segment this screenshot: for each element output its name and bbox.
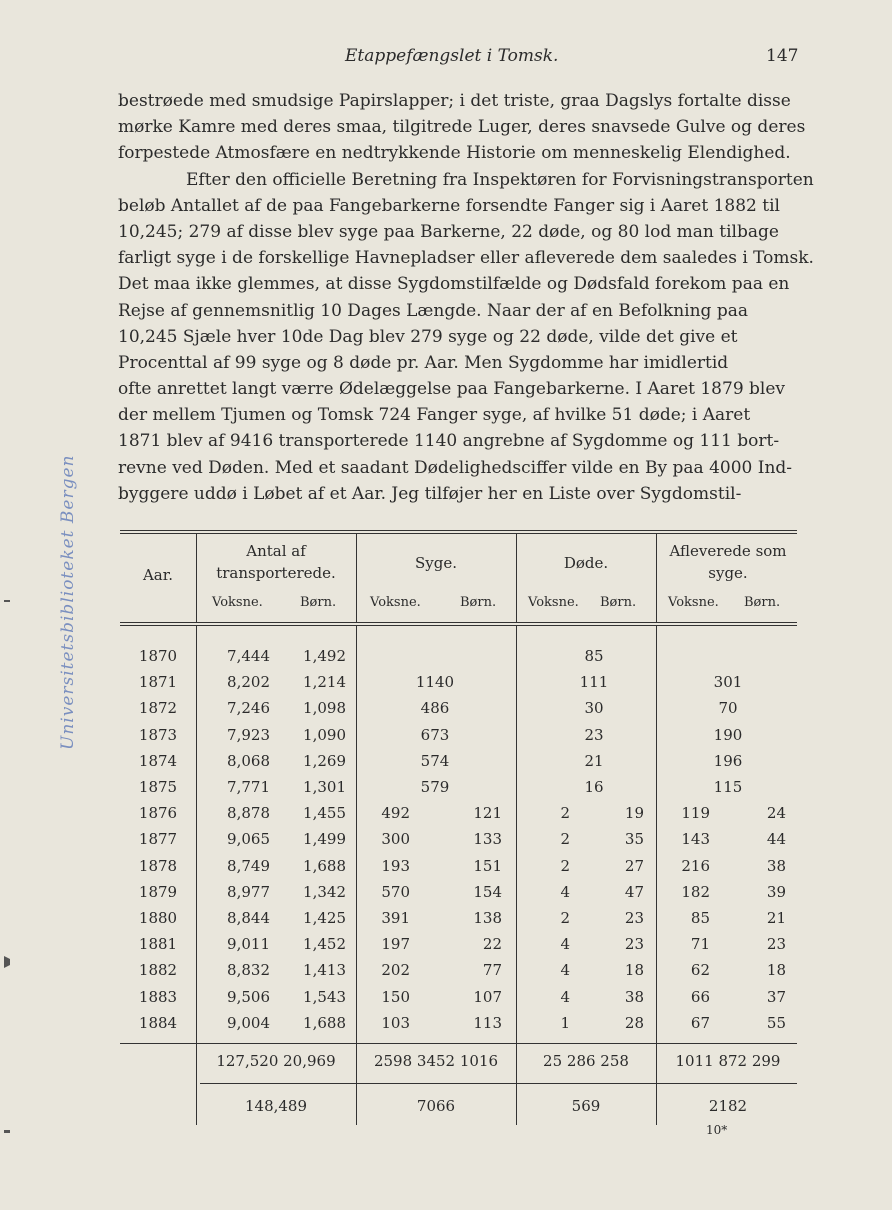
page-number: 147 — [766, 46, 799, 66]
table-cell-d-a: 2 — [560, 856, 570, 875]
signature-mark: 10* — [706, 1123, 728, 1137]
grand-total-rule — [200, 1083, 797, 1084]
table-cell-t-a: 8,977 — [227, 882, 270, 901]
totals-rule — [120, 1043, 797, 1044]
subheader-adults: Voksne. — [212, 595, 263, 610]
subheader-children: Børn. — [600, 595, 637, 610]
table-cell-a-tot: 196 — [713, 751, 743, 770]
table-cell-s-a: 202 — [381, 961, 410, 980]
table-cell-t-a: 9,506 — [227, 987, 270, 1006]
column-rule — [196, 625, 197, 1125]
total-dead: 25 286 258 — [543, 1052, 629, 1070]
table-cell-s-tot: 673 — [420, 725, 450, 744]
table-cell-t-c: 1,688 — [303, 856, 346, 875]
table-cell-a-a: 66 — [690, 987, 710, 1006]
text-line: ofte anrettet langt værre Ødelæggelse paa Fangebarkerne. I Aaret 1879 blev — [118, 379, 786, 400]
table-cell-s-a: 492 — [381, 804, 410, 823]
table-cell-s-tot: 1140 — [415, 673, 455, 692]
table-cell-d-tot: 85 — [584, 647, 604, 665]
grand-total-sick: 7066 — [416, 1097, 456, 1115]
table-cell-d-c: 18 — [624, 961, 644, 980]
table-cell-s-c: 151 — [473, 856, 502, 875]
table-cell-t-c: 1,543 — [303, 987, 346, 1006]
table-cell-d-a: 4 — [560, 882, 570, 901]
total-sick: 2598 3452 1016 — [373, 1052, 499, 1070]
table-cell-year: 1878 — [138, 856, 178, 875]
text-line: 10,245 Sjæle hver 10de Dag blev 279 syge og 22 døde, vilde det give et — [118, 326, 738, 347]
subheader-children: Børn. — [744, 595, 781, 610]
table-cell-d-c: 23 — [624, 935, 644, 954]
table-cell-s-c: 107 — [473, 987, 502, 1006]
table-cell-t-a: 8,749 — [227, 856, 270, 875]
table-cell-year: 1879 — [138, 882, 178, 901]
table-cell-d-a: 4 — [560, 987, 570, 1006]
table-cell-a-c: 21 — [766, 909, 786, 927]
table-cell-year: 1871 — [138, 673, 178, 692]
subheader-adults: Voksne. — [528, 595, 579, 610]
table-cell-a-a: 71 — [690, 935, 710, 954]
table-cell-t-c: 1,098 — [303, 699, 346, 718]
header-dead: Døde. — [563, 554, 609, 572]
table-cell-year: 1872 — [138, 699, 178, 718]
table-cell-d-a: 1 — [560, 1013, 570, 1032]
table-cell-d-a: 4 — [560, 935, 570, 954]
table-cell-a-c: 18 — [766, 961, 786, 980]
table-cell-d-tot: 21 — [584, 751, 604, 770]
subheader-adults: Voksne. — [370, 595, 421, 610]
header-sick: Syge. — [415, 554, 457, 572]
table-cell-s-a: 197 — [381, 935, 410, 954]
table-cell-a-c: 37 — [766, 987, 786, 1006]
table-cell-year: 1870 — [138, 647, 178, 665]
text-line: Rejse af gennemsnitlig 10 Dages Længde. Naar der af en Befolkning paa — [118, 300, 748, 321]
table-cell-t-c: 1,269 — [303, 751, 346, 770]
text-line: farligt syge i de forskellige Havnepladser eller afleverede dem saaledes i Tomsk. — [118, 248, 814, 269]
table-cell-a-a: 62 — [690, 961, 710, 980]
table-cell-t-c: 1,342 — [303, 882, 346, 901]
grand-total-transported: 148,489 — [244, 1097, 308, 1115]
table-cell-d-c: 47 — [624, 882, 644, 901]
text-line: Efter den officielle Beretning fra Inspektøren for Forvisningstransporten — [186, 169, 814, 190]
header-rule — [120, 625, 797, 626]
table-cell-year: 1873 — [138, 725, 178, 744]
table-cell-t-c: 1,499 — [303, 830, 346, 849]
column-rule — [656, 533, 657, 623]
text-line: revne ved Døden. Med et saadant Dødelighedsciffer vilde en By paa 4000 Ind- — [118, 457, 793, 478]
running-head-title: Etappefængslet i Tomsk. — [345, 46, 559, 66]
table-cell-d-c: 19 — [624, 804, 644, 823]
table-cell-t-a: 8,202 — [227, 673, 270, 692]
table-cell-s-c: 77 — [482, 961, 502, 980]
table-cell-a-c: 24 — [766, 804, 786, 823]
table-cell-year: 1884 — [138, 1013, 178, 1032]
text-line: byggere uddø i Løbet af et Aar. Jeg tilføjer her en Liste over Sygdomstil- — [118, 483, 742, 504]
table-rule-top — [120, 530, 797, 531]
text-line: 1871 blev af 9416 transporterede 1140 angrebne af Sygdomme og 111 bort- — [118, 431, 780, 452]
table-cell-s-c: 154 — [473, 882, 502, 901]
table-cell-d-c: 35 — [624, 830, 644, 849]
table-cell-t-a: 9,004 — [227, 1013, 270, 1032]
total-transported: 127,520 20,969 — [216, 1052, 336, 1070]
table-cell-year: 1876 — [138, 804, 178, 823]
table-cell-a-c: 39 — [766, 882, 786, 901]
table-cell-year: 1875 — [138, 778, 178, 796]
table-cell-year: 1877 — [138, 830, 178, 849]
table-cell-year: 1874 — [138, 751, 178, 770]
table-cell-s-a: 570 — [381, 882, 410, 901]
text-line: Procenttal af 99 syge og 8 døde pr. Aar. Men Sygdomme har imidlertid — [118, 352, 729, 373]
table-cell-t-c: 1,688 — [303, 1013, 346, 1032]
table-cell-d-tot: 111 — [579, 673, 609, 692]
column-rule — [196, 533, 197, 623]
table-cell-s-c: 133 — [473, 830, 502, 849]
table-cell-t-c: 1,090 — [303, 725, 346, 744]
column-rule — [356, 533, 357, 623]
table-cell-d-tot: 23 — [584, 725, 604, 744]
table-cell-a-a: 119 — [681, 804, 710, 823]
column-rule — [356, 625, 357, 1125]
table-cell-a-tot: 301 — [713, 673, 743, 692]
subheader-children: Børn. — [300, 595, 337, 610]
table-cell-d-c: 23 — [624, 909, 644, 927]
table-cell-t-a: 8,068 — [227, 751, 270, 770]
table-cell-t-a: 8,844 — [227, 909, 270, 927]
table-cell-d-c: 38 — [624, 987, 644, 1006]
table-cell-t-c: 1,301 — [303, 778, 346, 796]
table-cell-year: 1881 — [138, 935, 178, 954]
text-line: mørke Kamre med deres smaa, tilgitrede Luger, deres snavsede Gulve og deres — [118, 117, 806, 138]
library-stamp: Universitetsbiblioteket Bergen — [58, 454, 78, 750]
table-cell-t-a: 7,771 — [227, 778, 270, 796]
header-rule — [120, 622, 797, 623]
table-cell-d-a: 2 — [560, 804, 570, 823]
text-line: Det maa ikke glemmes, at disse Sygdomstilfælde og Dødsfald forekom paa en — [118, 274, 790, 295]
table-cell-s-c: 121 — [473, 804, 502, 823]
table-cell-d-tot: 30 — [584, 699, 604, 718]
column-rule — [516, 625, 517, 1125]
table-cell-s-a: 300 — [381, 830, 410, 849]
table-cell-t-a: 8,832 — [227, 961, 270, 980]
table-cell-t-c: 1,455 — [303, 804, 346, 823]
table-cell-year: 1882 — [138, 961, 178, 980]
table-rule-top — [120, 533, 797, 534]
table-cell-a-c: 38 — [766, 856, 786, 875]
table-cell-t-c: 1,492 — [303, 647, 346, 665]
text-line: bestrøede med smudsige Papirslapper; i det triste, graa Dagslys fortalte disse — [118, 91, 791, 111]
table-cell-a-a: 85 — [690, 909, 710, 927]
header-transported: Antal af transporterede. — [216, 542, 336, 582]
table-cell-t-c: 1,425 — [303, 909, 346, 927]
table-cell-t-c: 1,452 — [303, 935, 346, 954]
table-cell-t-a: 7,923 — [227, 725, 270, 744]
header-delivered: Afleverede som syge. — [669, 542, 787, 582]
table-cell-s-c: 138 — [473, 909, 502, 927]
table-cell-year: 1883 — [138, 987, 178, 1006]
total-delivered: 1011 872 299 — [675, 1052, 781, 1070]
table-cell-t-a: 7,246 — [227, 699, 270, 718]
table-cell-d-a: 2 — [560, 909, 570, 927]
table-cell-s-tot: 579 — [420, 778, 450, 796]
text-line: 10,245; 279 af disse blev syge paa Barkerne, 22 døde, og 80 lod man tilbage — [118, 221, 779, 242]
table-cell-a-a: 182 — [681, 882, 710, 901]
table-cell-t-a: 8,878 — [227, 804, 270, 823]
subheader-adults: Voksne. — [668, 595, 719, 610]
table-cell-a-tot: 115 — [713, 778, 743, 796]
table-cell-s-c: 22 — [482, 935, 502, 954]
header-year: Aar. — [142, 566, 174, 584]
table-cell-s-tot: 486 — [420, 699, 450, 718]
table-cell-d-c: 28 — [624, 1013, 644, 1032]
column-rule — [516, 533, 517, 623]
table-cell-t-c: 1,413 — [303, 961, 346, 980]
table-cell-s-a: 193 — [381, 856, 410, 875]
grand-total-dead: 569 — [571, 1097, 601, 1115]
table-cell-a-tot: 70 — [718, 699, 738, 718]
grand-total-delivered: 2182 — [708, 1097, 748, 1115]
table-cell-s-tot: 574 — [420, 751, 450, 770]
text-line: beløb Antallet af de paa Fangebarkerne forsendte Fanger sig i Aaret 1882 til — [118, 195, 780, 216]
table-cell-t-a: 7,444 — [227, 647, 270, 665]
table-cell-s-a: 150 — [381, 987, 410, 1006]
table-cell-a-a: 67 — [690, 1013, 710, 1032]
table-cell-a-tot: 190 — [713, 725, 743, 744]
table-cell-a-c: 44 — [766, 830, 786, 849]
table-cell-s-a: 103 — [381, 1013, 410, 1032]
table-cell-a-a: 143 — [681, 830, 710, 849]
subheader-children: Børn. — [460, 595, 497, 610]
table-cell-t-a: 9,011 — [227, 935, 270, 954]
table-cell-d-a: 2 — [560, 830, 570, 849]
table-cell-s-a: 391 — [381, 909, 410, 927]
table-cell-d-c: 27 — [624, 856, 644, 875]
text-line: der mellem Tjumen og Tomsk 724 Fanger syge, af hvilke 51 døde; i Aaret — [118, 405, 751, 426]
text-line: forpestede Atmosfære en nedtrykkende Historie om menneskelig Elendighed. — [118, 143, 791, 164]
table-cell-t-c: 1,214 — [303, 673, 346, 692]
table-cell-t-a: 9,065 — [227, 830, 270, 849]
table-cell-a-a: 216 — [681, 856, 710, 875]
table-cell-s-c: 113 — [473, 1013, 502, 1032]
table-cell-year: 1880 — [138, 909, 178, 927]
table-cell-a-c: 55 — [766, 1013, 786, 1032]
table-cell-d-a: 4 — [560, 961, 570, 980]
table-cell-a-c: 23 — [766, 935, 786, 954]
table-cell-d-tot: 16 — [584, 778, 604, 796]
